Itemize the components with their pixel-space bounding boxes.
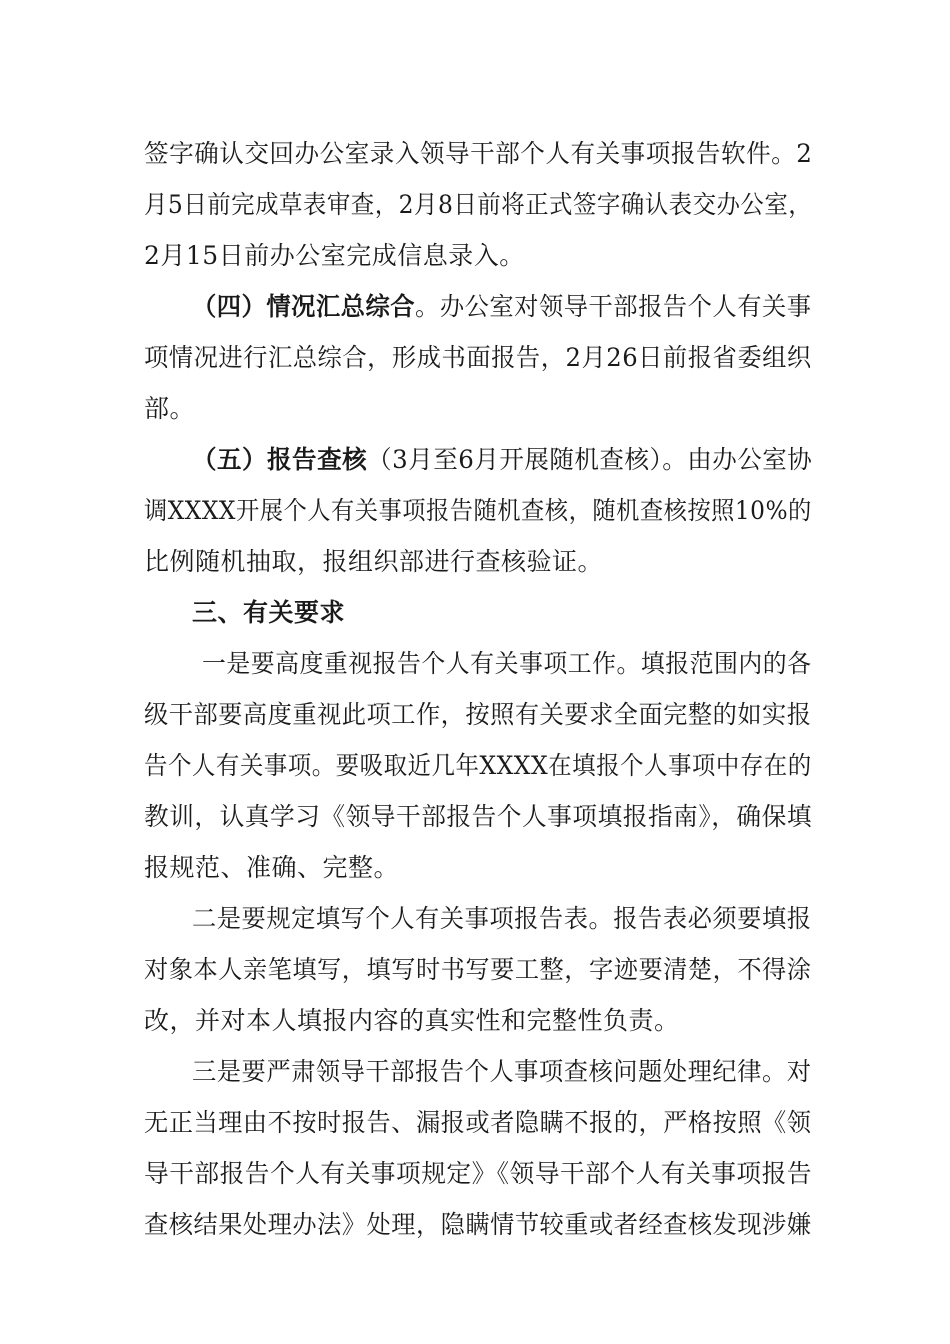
para3-line1 — [192, 445, 812, 475]
para4-line3: 告个人有关事项。要吸取近几年XXXX在填报个人事项中存在的 — [144, 751, 812, 780]
para6-line4: 查核结果处理办法》处理，隐瞒情节较重或者经查核发现涉嫌 — [144, 1210, 812, 1239]
para3-line1-text: （3月至6月开展随机查核）。由办公室协 — [367, 445, 813, 474]
para5-line1: 二是要规定填写个人有关事项报告表。报告表必须要填报 — [192, 904, 812, 933]
para3-title: （五）报告查核 — [192, 445, 368, 474]
para4-line4: 教训，认真学习《领导干部报告个人事项填报指南》，确保填 — [144, 802, 813, 831]
para2-line1-text: 。办公室对领导干部报告个人有关事 — [415, 292, 812, 321]
para4-line5: 报规范、准确、完整。 — [144, 853, 400, 882]
para1-line1: 签字确认交回办公室录入领导干部个人有关事项报告软件。2 — [144, 139, 813, 168]
para1-line3: 2月15日前办公室完成信息录入。 — [144, 241, 525, 270]
para6-line3: 导干部报告个人有关事项规定》《领导干部个人有关事项报告 — [144, 1159, 813, 1188]
para3-line3: 比例随机抽取，报组织部进行查核验证。 — [144, 547, 604, 576]
para1-line2: 月5日前完成草表审查，2月8日前将正式签字确认表交办公室， — [144, 190, 813, 219]
para2-line2: 项情况进行汇总综合，形成书面报告，2月26日前报省委组织 — [144, 343, 812, 372]
para3-line2: 调XXXX开展个人有关事项报告随机查核，随机查核按照10%的 — [144, 496, 812, 525]
para5-line2: 对象本人亲笔填写，填写时书写要工整，字迹要清楚，不得涂 — [144, 955, 812, 984]
para4-line1: 一是要高度重视报告个人有关事项工作。填报范围内的各 — [202, 649, 812, 678]
para2-line3: 部。 — [144, 394, 196, 423]
para6-line2: 无正当理由不按时报告、漏报或者隐瞒不报的，严格按照《领 — [144, 1108, 812, 1137]
para5-line3: 改，并对本人填报内容的真实性和完整性负责。 — [144, 1006, 680, 1035]
para2-title: （四）情况汇总综合 — [192, 292, 416, 321]
para2-line1 — [192, 292, 812, 322]
section-heading: 三、有关要求 — [192, 598, 346, 627]
para6-line1: 三是要严肃领导干部报告个人事项查核问题处理纪律。对 — [192, 1057, 812, 1086]
para4-line2: 级干部要高度重视此项工作，按照有关要求全面完整的如实报 — [144, 700, 812, 729]
